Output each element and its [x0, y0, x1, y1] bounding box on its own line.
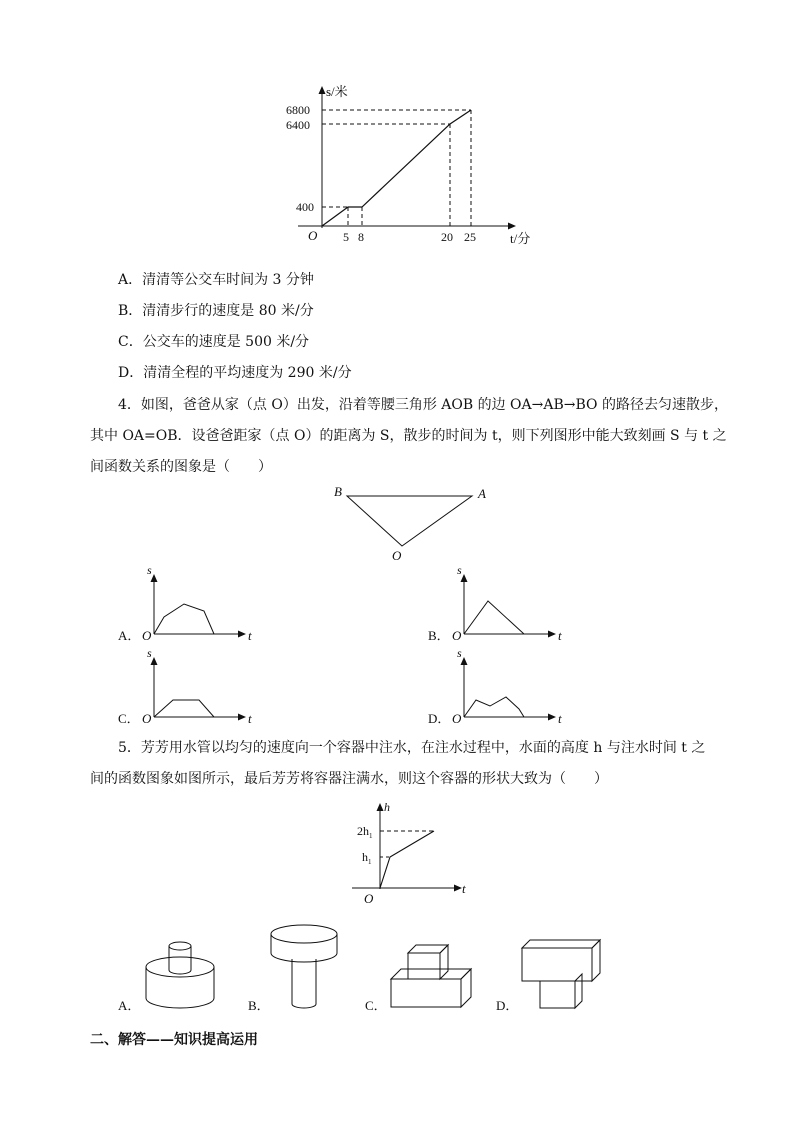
q3-y-axis-label: s/米 — [326, 84, 348, 99]
q3-distance-time-graph — [280, 80, 540, 250]
q4-choice-a-curve — [154, 604, 214, 634]
q5-choice-a-label: A． — [118, 998, 141, 1013]
q5-choice-c-label: C． — [365, 998, 387, 1013]
q5-choice-d-label: D． — [496, 998, 519, 1013]
q4-label-o: O — [392, 548, 402, 563]
q4-choice-b — [426, 560, 576, 650]
section-title: 二、解答——知识提高运用 — [90, 1032, 258, 1048]
q5-tick-h: $h_1$ — [362, 850, 372, 866]
q4-label-a: A — [478, 486, 486, 501]
q3-x-axis-label: t/分 — [510, 231, 531, 246]
q5-container-a — [118, 942, 214, 1013]
q4-choice-a-x-label: t — [248, 628, 252, 643]
q5-container-c — [365, 945, 471, 1013]
q3-y-tick-6400: 6400 — [286, 118, 310, 132]
q3-distance-line — [322, 110, 471, 226]
q5-height-time-graph — [340, 795, 480, 910]
q5-text-line-2: 间的函数图象如图所示，最后芳芳将容器注满水，则这个容器的形状大致为（ ） — [90, 771, 608, 787]
q4-choice-c-x-label: t — [248, 711, 252, 726]
q4-choice-d-x-label: t — [558, 711, 562, 726]
q3-option-d: D．清清全程的平均速度为 290 米/分 — [118, 365, 352, 381]
q5-y-arrow — [377, 803, 384, 811]
q3-x-tick-25: 25 — [464, 230, 476, 244]
q3-option-b: B．清清步行的速度是 80 米/分 — [118, 303, 314, 319]
q5-origin: O — [364, 891, 374, 906]
q5-containers — [110, 920, 630, 1025]
q4-choice-a-label: A． — [118, 628, 141, 643]
q4-choice-b-label: B． — [428, 628, 450, 643]
q4-label-b: B — [334, 484, 342, 499]
q3-origin: O — [308, 228, 318, 243]
q5-choice-b-label: B． — [248, 998, 270, 1013]
q4-choice-d-origin: O — [452, 711, 462, 726]
q4-choice-d-label: D． — [428, 711, 451, 726]
q4-text-line-3: 间函数关系的图象是（ ） — [90, 459, 272, 475]
q4-choice-b-y-label: s — [457, 563, 462, 577]
q4-choice-b-curve — [464, 601, 524, 634]
q4-choice-c — [116, 643, 266, 733]
q4-choice-a-origin: O — [142, 628, 152, 643]
q3-x-tick-20: 20 — [441, 230, 453, 244]
q4-choice-d-curve — [464, 697, 524, 717]
q5-tick-2h: $2h_1$ — [357, 824, 373, 840]
q4-text-line-1: 4．如图，爸爸从家（点 O）出发，沿着等腰三角形 AOB 的边 OA→AB→BO 的路径去匀速散步， — [118, 397, 728, 413]
q3-y-tick-6800: 6800 — [286, 103, 310, 117]
q4-choice-d-y-label: s — [457, 646, 462, 660]
q3-y-tick-400: 400 — [296, 200, 314, 214]
q4-choice-a-y-label: s — [147, 563, 152, 577]
q4-choice-a — [116, 560, 266, 650]
q4-choice-b-x-label: t — [558, 628, 562, 643]
q4-choice-c-label: C． — [118, 711, 140, 726]
q4-choice-c-y-label: s — [147, 646, 152, 660]
q4-choice-c-origin: O — [142, 711, 152, 726]
q4-choice-b-origin: O — [452, 628, 462, 643]
q5-x-axis-label: t — [462, 881, 466, 896]
q5-height-curve — [380, 831, 434, 888]
q5-container-d — [496, 940, 600, 1013]
q3-y-arrow — [319, 86, 326, 94]
q3-x-arrow — [508, 223, 516, 230]
q3-option-c: C．公交车的速度是 500 米/分 — [118, 334, 310, 350]
q3-option-a: A．清清等公交车时间为 3 分钟 — [118, 272, 314, 288]
q4-triangle-figure — [330, 480, 500, 565]
q5-text-line-1: 5．芳芳用水管以均匀的速度向一个容器中注水，在注水过程中，水面的高度 h 与注水时间 t 之 — [118, 740, 706, 756]
q4-choice-c-curve — [154, 700, 214, 717]
q3-x-tick-5: 5 — [343, 230, 349, 244]
q5-x-arrow — [454, 885, 462, 892]
q4-text-line-2: 其中 OA=OB．设爸爸距家（点 O）的距离为 S，散步的时间为 t，则下列图形中能大致刻画 S 与 t 之 — [90, 428, 727, 444]
q5-y-axis-label: h — [384, 800, 390, 814]
q4-choice-d — [426, 643, 576, 733]
q5-container-b — [248, 925, 337, 1013]
q4-triangle — [347, 496, 472, 546]
q3-x-tick-8: 8 — [358, 230, 364, 244]
